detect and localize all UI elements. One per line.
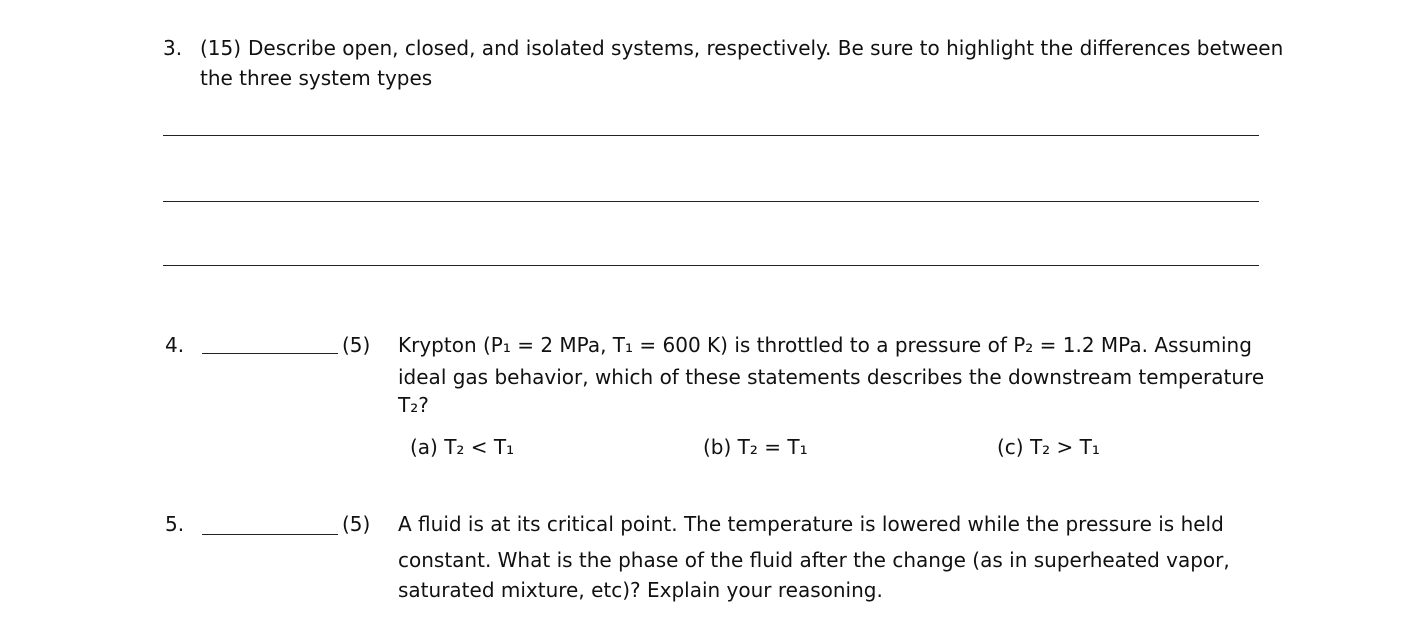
q4-choice-b[interactable]: (b) T₂ = T₁ xyxy=(703,435,808,459)
q4-prompt-line-2: ideal gas behavior, which of these statements describes the downstream temperature xyxy=(398,365,1265,389)
q3-number: 3. xyxy=(163,36,183,60)
q5-points: (5) xyxy=(342,512,371,536)
q4-answer-blank[interactable] xyxy=(202,353,338,354)
q4-prompt-line-1: Krypton (P₁ = 2 MPa, T₁ = 600 K) is throttled to a pressure of P₂ = 1.2 MPa. Assuming xyxy=(398,333,1252,357)
q3-answer-rule-2[interactable] xyxy=(163,201,1259,202)
q4-choice-c[interactable]: (c) T₂ > T₁ xyxy=(997,435,1100,459)
q4-choice-a[interactable]: (a) T₂ < T₁ xyxy=(410,435,515,459)
q5-number: 5. xyxy=(165,512,185,536)
q5-prompt-line-2: constant. What is the phase of the fluid after the change (as in superheated vapor, xyxy=(398,548,1230,572)
q3-answer-rule-1[interactable] xyxy=(163,135,1259,136)
q3-answer-rule-3[interactable] xyxy=(163,265,1259,266)
q4-prompt-line-3: T₂? xyxy=(398,393,429,417)
q3-points: (15) xyxy=(200,36,242,60)
q4-number: 4. xyxy=(165,333,185,357)
q3-prompt-line-2: the three system types xyxy=(200,66,433,90)
q4-points: (5) xyxy=(342,333,371,357)
q5-answer-blank[interactable] xyxy=(202,534,338,535)
q3-prompt-line-1: Describe open, closed, and isolated systems, respectively. Be sure to highlight the differences between xyxy=(248,36,1284,60)
q5-prompt-line-3: saturated mixture, etc)? Explain your reasoning. xyxy=(398,578,883,602)
q5-prompt-line-1: A fluid is at its critical point. The temperature is lowered while the pressure is held xyxy=(398,512,1224,536)
